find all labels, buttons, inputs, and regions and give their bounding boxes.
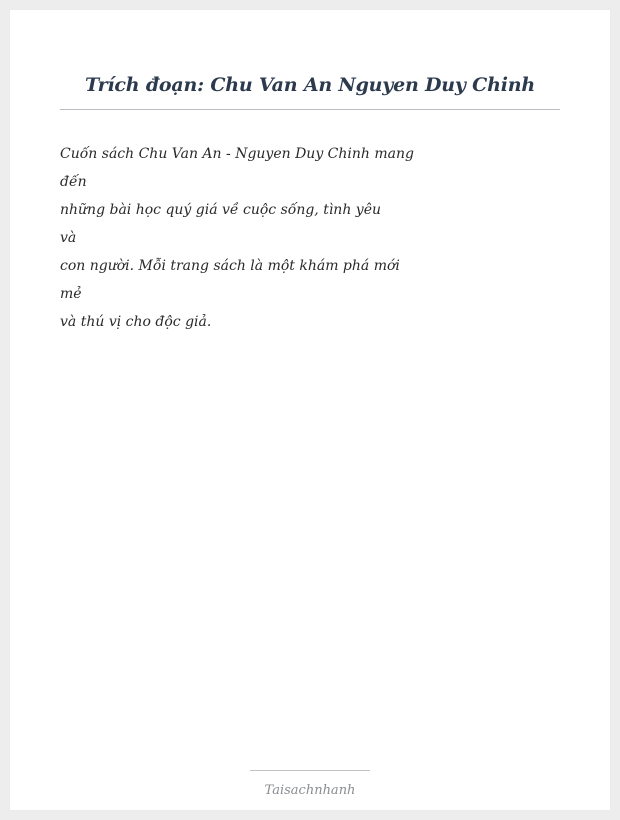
body-line: Cuốn sách Chu Van An - Nguyen Duy Chinh mang <box>60 146 414 162</box>
body-line: đến <box>60 174 87 190</box>
body-line: và <box>60 230 77 246</box>
document-page <box>10 10 610 810</box>
title-divider <box>60 109 560 110</box>
body-line: những bài học quý giá về cuộc sống, tình yêu <box>60 202 382 218</box>
footer-source: Taisachnhanh <box>264 783 356 798</box>
footer-divider <box>250 770 370 771</box>
body-line: mẻ <box>60 286 82 302</box>
document-title: Trích đoạn: Chu Van An Nguyen Duy Chinh <box>85 74 535 96</box>
document-body <box>60 144 420 340</box>
body-line: và thú vị cho độc giả. <box>60 314 212 330</box>
body-line: con người. Mỗi trang sách là một khám phá mới <box>60 258 400 274</box>
